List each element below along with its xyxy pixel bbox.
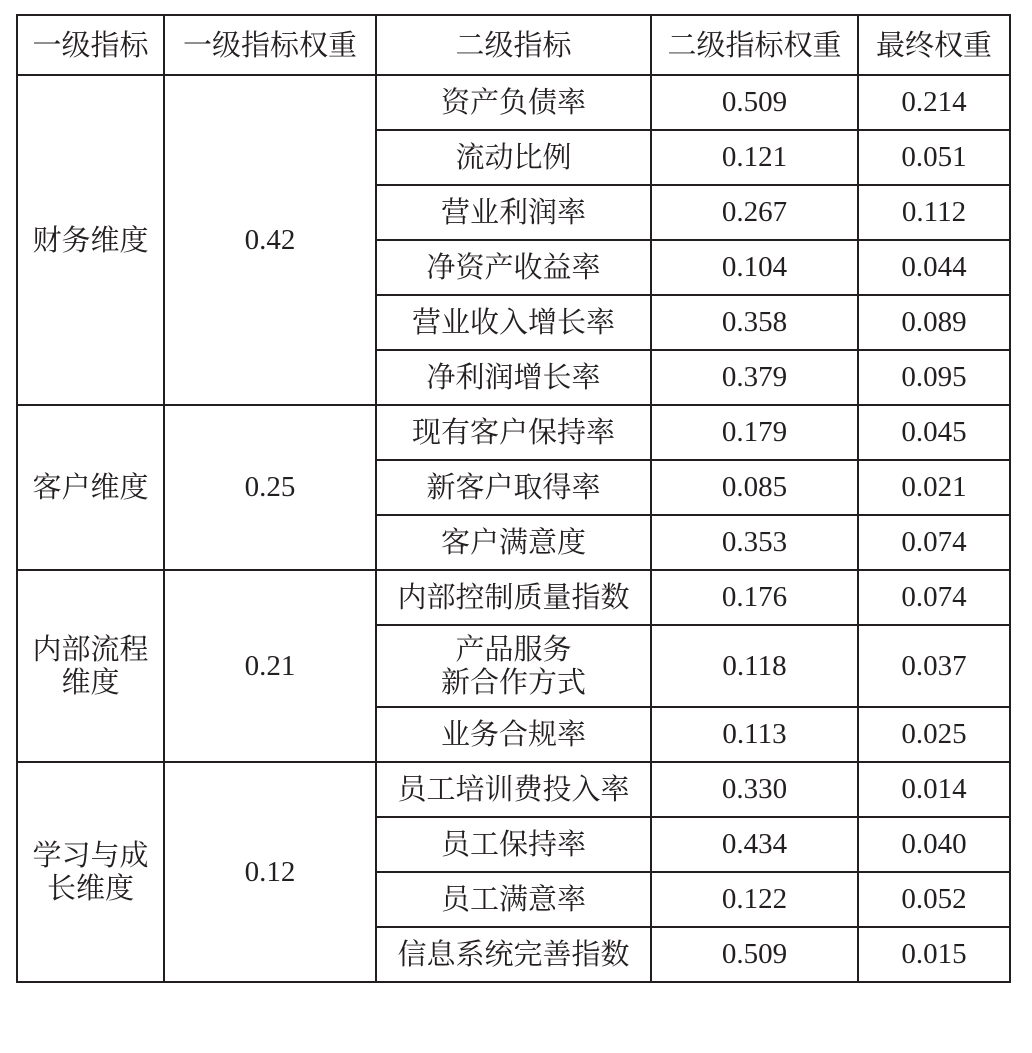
level2-weight-cell: 0.176 <box>651 570 858 625</box>
level2-weight-cell: 0.179 <box>651 405 858 460</box>
level2-indicator-cell: 营业利润率 <box>376 185 651 240</box>
level2-indicator-cell: 员工满意率 <box>376 872 651 927</box>
level1-weight-cell: 0.12 <box>164 762 376 982</box>
level2-weight-cell: 0.353 <box>651 515 858 570</box>
table-row <box>17 570 1010 625</box>
level1-indicator-cell: 内部流程 维度 <box>17 570 164 762</box>
level2-weight-cell: 0.113 <box>651 707 858 762</box>
final-weight-cell: 0.052 <box>858 872 1010 927</box>
level2-indicator-cell: 净利润增长率 <box>376 350 651 405</box>
header-cell-level2: 二级指标 <box>376 15 651 75</box>
table-row <box>17 762 1010 817</box>
level2-indicator-cell: 现有客户保持率 <box>376 405 651 460</box>
level1-weight-cell: 0.42 <box>164 75 376 405</box>
header-row <box>17 15 1010 75</box>
level2-weight-cell: 0.509 <box>651 927 858 982</box>
final-weight-cell: 0.051 <box>858 130 1010 185</box>
final-weight-cell: 0.095 <box>858 350 1010 405</box>
level2-indicator-cell: 员工培训费投入率 <box>376 762 651 817</box>
level2-weight-cell: 0.104 <box>651 240 858 295</box>
final-weight-cell: 0.015 <box>858 927 1010 982</box>
final-weight-cell: 0.074 <box>858 570 1010 625</box>
final-weight-cell: 0.014 <box>858 762 1010 817</box>
level1-indicator-cell: 客户维度 <box>17 405 164 570</box>
final-weight-cell: 0.045 <box>858 405 1010 460</box>
final-weight-cell: 0.037 <box>858 625 1010 707</box>
level2-indicator-cell: 净资产收益率 <box>376 240 651 295</box>
level2-indicator-cell: 内部控制质量指数 <box>376 570 651 625</box>
level2-weight-cell: 0.118 <box>651 625 858 707</box>
final-weight-cell: 0.112 <box>858 185 1010 240</box>
level2-indicator-cell: 业务合规率 <box>376 707 651 762</box>
final-weight-cell: 0.021 <box>858 460 1010 515</box>
final-weight-cell: 0.089 <box>858 295 1010 350</box>
level2-indicator-cell: 客户满意度 <box>376 515 651 570</box>
table-row <box>17 405 1010 460</box>
level2-weight-cell: 0.121 <box>651 130 858 185</box>
level2-weight-cell: 0.122 <box>651 872 858 927</box>
header-cell-level2-weight: 二级指标权重 <box>651 15 858 75</box>
final-weight-cell: 0.074 <box>858 515 1010 570</box>
level2-weight-cell: 0.085 <box>651 460 858 515</box>
header-cell-final-weight: 最终权重 <box>858 15 1010 75</box>
header-cell-level1-weight: 一级指标权重 <box>164 15 376 75</box>
level1-weight-cell: 0.25 <box>164 405 376 570</box>
table-body <box>17 75 1010 982</box>
level1-indicator-cell: 学习与成 长维度 <box>17 762 164 982</box>
level2-weight-cell: 0.358 <box>651 295 858 350</box>
final-weight-cell: 0.044 <box>858 240 1010 295</box>
level2-weight-cell: 0.267 <box>651 185 858 240</box>
level1-weight-cell: 0.21 <box>164 570 376 762</box>
level2-indicator-cell: 员工保持率 <box>376 817 651 872</box>
level2-indicator-cell: 资产负债率 <box>376 75 651 130</box>
level2-weight-cell: 0.434 <box>651 817 858 872</box>
level2-indicator-cell: 新客户取得率 <box>376 460 651 515</box>
header-cell-level1: 一级指标 <box>17 15 164 75</box>
final-weight-cell: 0.040 <box>858 817 1010 872</box>
level2-indicator-cell: 信息系统完善指数 <box>376 927 651 982</box>
level2-indicator-cell: 营业收入增长率 <box>376 295 651 350</box>
final-weight-cell: 0.214 <box>858 75 1010 130</box>
level2-weight-cell: 0.379 <box>651 350 858 405</box>
level2-weight-cell: 0.509 <box>651 75 858 130</box>
level2-weight-cell: 0.330 <box>651 762 858 817</box>
level1-indicator-cell: 财务维度 <box>17 75 164 405</box>
final-weight-cell: 0.025 <box>858 707 1010 762</box>
indicator-weight-table <box>16 14 1011 983</box>
table-row <box>17 75 1010 130</box>
level2-indicator-cell: 产品服务 新合作方式 <box>376 625 651 707</box>
level2-indicator-cell: 流动比例 <box>376 130 651 185</box>
